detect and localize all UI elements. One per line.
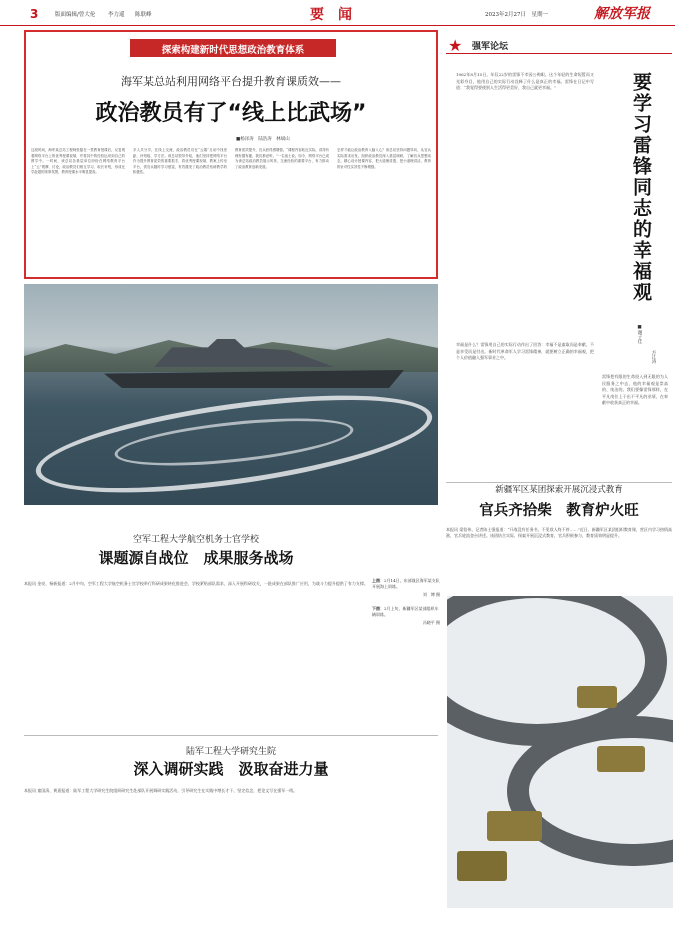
ship-photo — [24, 284, 438, 505]
truck-3 — [487, 811, 542, 841]
story-column-4: 怎样才能让政治教育入脑入心？该总站坚持问题导向，从官兵实际需求出发，组织政治教员深入基层调研，了解官兵思想动态，精心设计授课内容，把大道理讲透、把小道理讲活，教育的针对性实效性不断增强。 — [337, 148, 431, 169]
banner-text: 探索构建新时代思想政治教育体系 — [161, 45, 305, 56]
truck-4 — [457, 851, 507, 881]
xinjiang-headline: 官兵齐拾柴 教育炉火旺 — [479, 503, 639, 519]
forum-body-c: 雷锋把有限的生命投入到无限的为人民服务之中去，他的幸福观是崇高的、纯洁的。我们要像雷锋那样，在平凡岗位上干出不平凡的业绩，在奉献中收获真正的幸福。 — [602, 374, 668, 406]
army-univ-kicker: 陆军工程大学研究生院 — [185, 747, 276, 757]
xinjiang-kicker: 新疆军区某团探索开展沉浸式教育 — [495, 485, 623, 495]
story-column-3: 教育质效提升，官兵获得感增强。“课程内容贴近实际，讲得有理有据有趣，我们都爱听。”一名战士说。如今，网络平台已成为该总站政治教员展示风采、交流经验的重要平台，有力推动了政治教育创新发展。 — [235, 148, 329, 169]
story-banner — [130, 39, 336, 57]
army-university-article — [24, 735, 438, 910]
star-icon: ★ — [448, 36, 463, 55]
story-column-2: 多人共分享，在线上交流，政治教员们在“云端”互动中找差距、补短板、学方法。该总站领导介绍，他们坚持把网络平台作为提升教育质效的重要抓手，将优秀授课视频、教案上传至平台，供官兵随时学习借鉴，有效激发了政治教员钻研教学的积极性。 — [133, 148, 227, 175]
caption-bottom-text: ：2月上旬，新疆军区某部组织车辆训练。 — [372, 606, 439, 617]
forum-section — [446, 30, 672, 505]
forum-header — [446, 36, 672, 54]
truck-1 — [577, 686, 617, 708]
airforce-body: 本报讯 金亮、杨新报道：2月中旬，空军工程大学航空机务士官学校举行科研成果转化推进会，学校紧贴部队需求，深入开展科研攻关，一批成果在部队推广应用，为战斗力提升提供了有力支撑。 — [24, 581, 368, 586]
proofreader-2: 陈联峰 — [135, 12, 152, 18]
forum-body-a: 1962年8月15日，年仅22岁的雷锋不幸因公殉职。这个年轻的生命短暂而又光彩夺目，他用自己的实际行动诠释了什么是真正的幸福。雷锋在日记中写道：“我觉得要使别人生活得更美好，我自己就更幸福。” — [456, 72, 594, 91]
caption-top — [372, 578, 440, 590]
photo-captions — [372, 578, 440, 678]
caption-top-credit: 刘 博 摄 — [422, 592, 440, 597]
forum-headline: 要学习雷锋同志的幸福观 — [630, 72, 652, 303]
masthead — [0, 0, 675, 26]
forum-author-2: 方江涛 — [651, 350, 656, 364]
caption-top-text: ：2月14日，东部战区海军某支队开展海上训练。 — [372, 578, 440, 589]
forum-body-b: 幸福是什么？雷锋用自己的实际行动作出了回答：幸福不是索取而是奉献，不是享受而是付出。新时代革命军人学习雷锋精神，就要树立正确的幸福观，把个人价值融入强军事业之中。 — [456, 342, 594, 361]
section-name: 要 闻 — [310, 7, 352, 23]
top-story — [24, 30, 438, 279]
story-headline: 政治教员有了“线上比武场” — [95, 101, 367, 126]
army-univ-body: 本报讯 童国清、黄嘉报道：陆军工程大学研究生院组织研究生赴部队开展调研实践活动，引导研究生在实践中增长才干、坚定信念，把论文写在强军一线。 — [24, 788, 298, 793]
story-column-1: 这段时间，海军某总站工程师张磊在一堂教育授课后，反复观看网络平台上的优秀授课视频，并将其中的经验运用到自己的教学中。一时间，该总站各基层单位纷纷在网络教育平台上“云”观摩、讨论，政治教员们相互学习、取长补短，形成比学赶超的浓厚氛围，教育授课水平明显提高。 — [31, 148, 125, 175]
trucks-photo — [447, 596, 673, 908]
forum-author-2-wrap — [650, 350, 656, 364]
airforce-headline: 课题源自战位 成果服务战场 — [98, 549, 294, 567]
forum-author-1: 谢子佳 — [637, 330, 642, 344]
truck-2 — [597, 746, 645, 772]
caption-bottom-credit: 冯晓平 摄 — [422, 620, 440, 625]
story-byline: ■杨泽涛 陆浩涛 林斌山 — [236, 137, 290, 142]
caption-top-label: 上图 — [372, 578, 380, 583]
xinjiang-article — [446, 475, 672, 595]
forum-title: 强军论坛 — [472, 42, 509, 52]
caption-bottom — [372, 606, 440, 618]
issue-date: 2023年2月27日 星期一 — [485, 12, 548, 18]
xinjiang-body: 本报讯 梁倍伟、记者陈士强报道：“开战没有任务书，不见敌人终不停……”近日，新疆军区某团组织教育课，营区内学习热情高涨，官兵轮流登台讲述。该团结合实际，探索开展沉浸式教育，官兵积极参与，教育质效明显提升。 — [446, 527, 672, 539]
army-univ-headline: 深入调研实践 汲取奋进力量 — [133, 760, 329, 778]
airforce-article — [24, 510, 368, 735]
editor-credit: 版面编辑/曾大伦 — [55, 12, 96, 18]
forum-byline-mark: ■ — [637, 325, 642, 330]
proofreader-1: 李力遥 — [108, 12, 125, 18]
forum-byline — [636, 325, 642, 344]
caption-bottom-label: 下图 — [372, 606, 380, 611]
page-number: 3 — [30, 7, 39, 21]
newspaper-logo: 解放军报 — [594, 6, 650, 22]
airforce-kicker: 空军工程大学航空机务士官学校 — [132, 535, 259, 545]
story-kicker: 海军某总站利用网络平台提升教育课质效—— — [121, 75, 341, 88]
